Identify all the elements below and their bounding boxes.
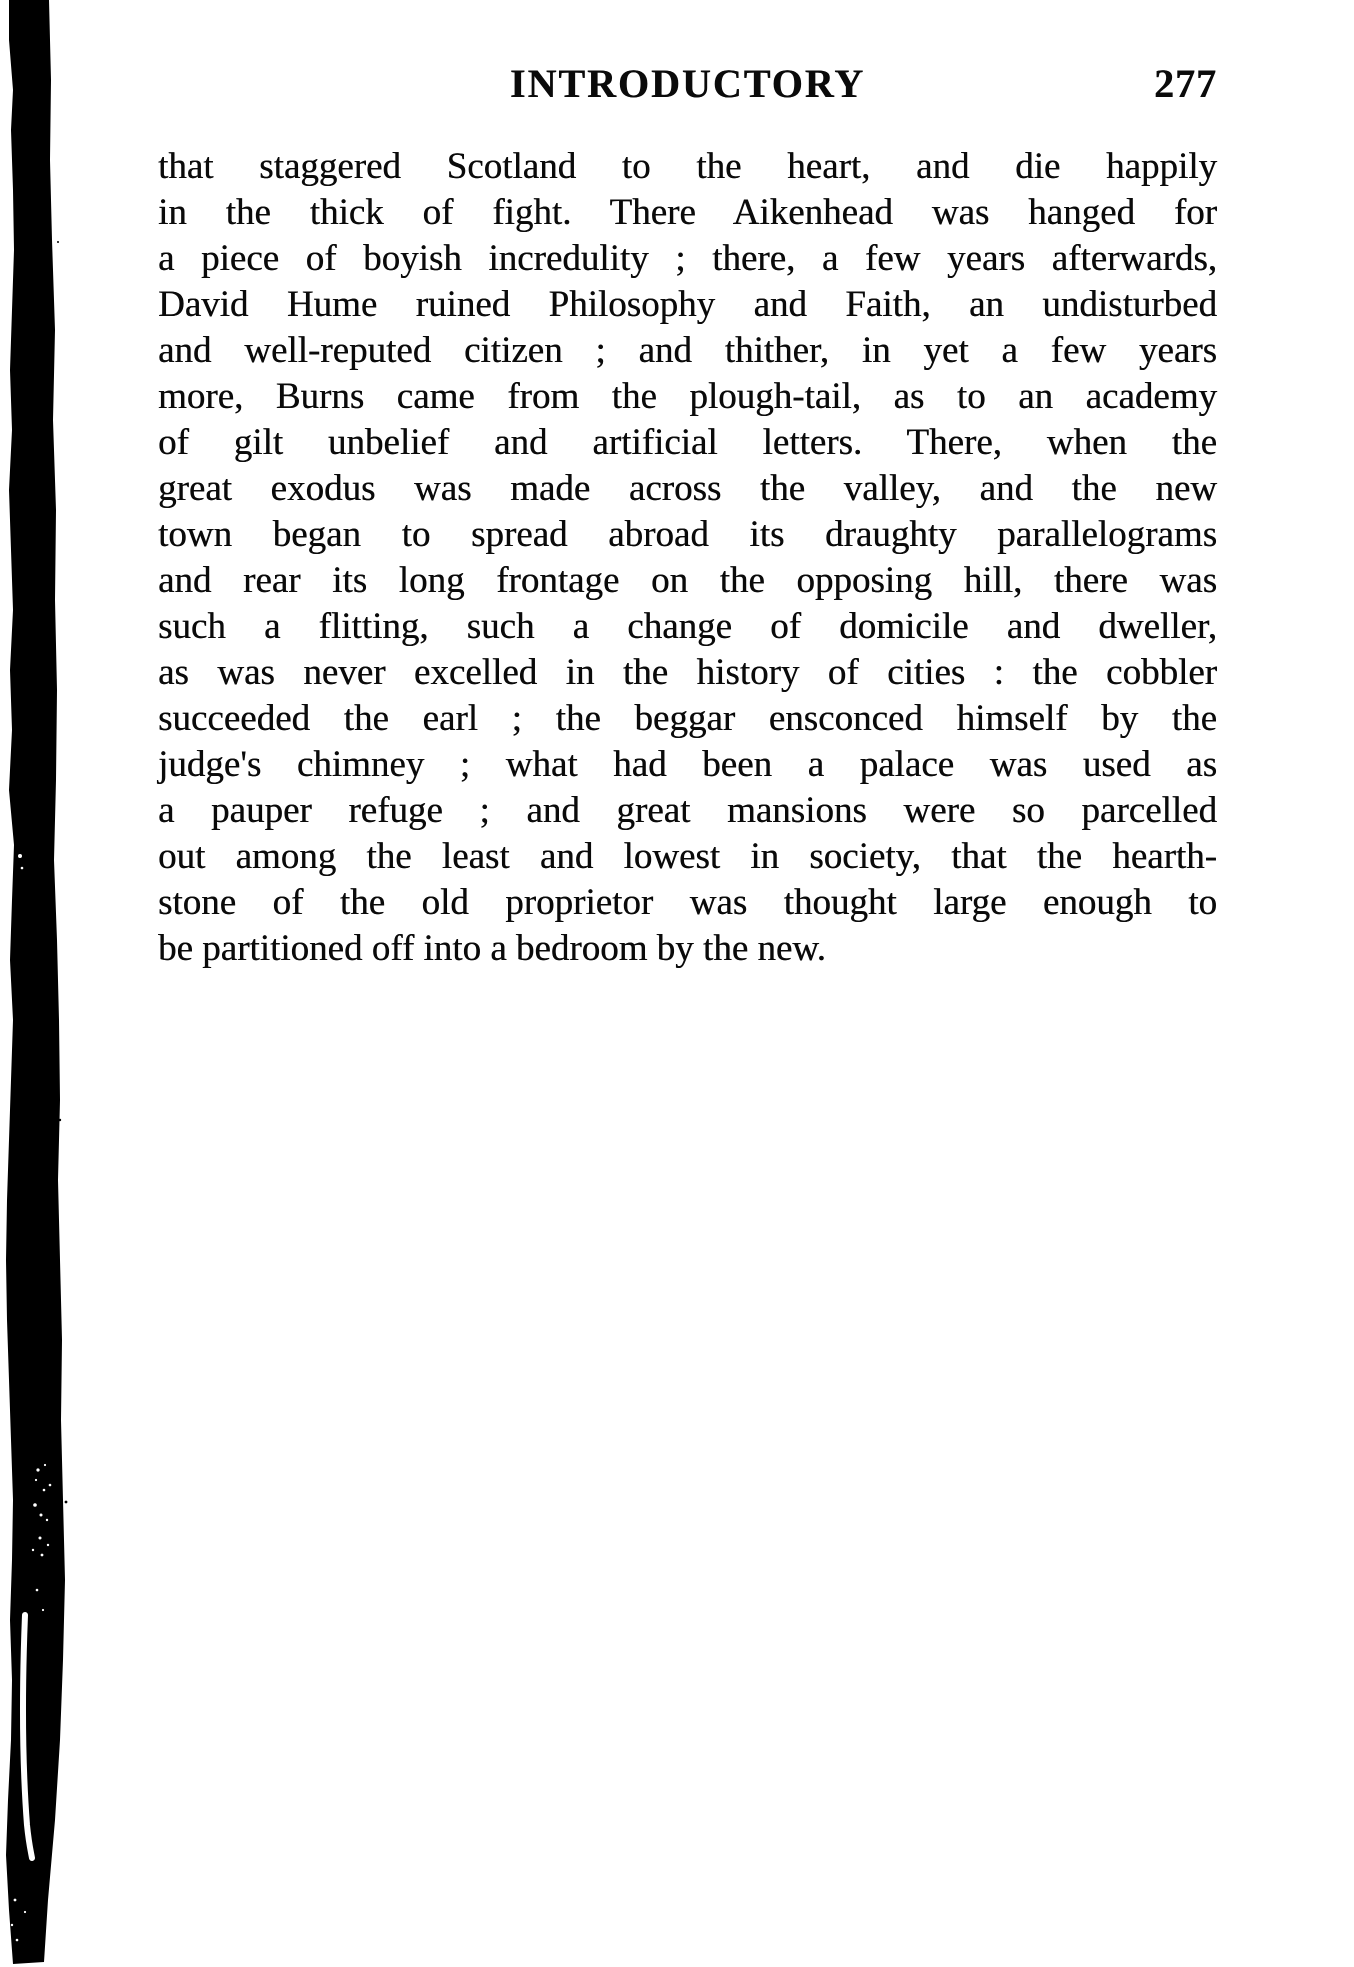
binding-shadow-band bbox=[0, 0, 80, 1967]
body-text bbox=[158, 144, 1217, 972]
text-line-6: more, Burns came from the plough-tail, as to an academy bbox=[158, 376, 1217, 417]
text-line-9: town began to spread abroad its draughty parallelograms bbox=[158, 514, 1217, 555]
text-line-16: out among the least and lowest in society, that the hearth- bbox=[158, 836, 1217, 877]
page-number: 277 bbox=[1154, 61, 1217, 106]
text-line-13: succeeded the earl ; the beggar ensconced himself by the bbox=[158, 698, 1217, 739]
text-line-18: be partitioned off into a bedroom by the new. bbox=[158, 928, 826, 969]
text-line-3: a piece of boyish incredulity ; there, a few years afterwards, bbox=[158, 238, 1217, 279]
running-header-title: INTRODUCTORY bbox=[509, 61, 866, 106]
page-header bbox=[158, 58, 1217, 110]
text-line-14: judge's chimney ; what had been a palace was used as bbox=[158, 744, 1217, 785]
text-line-1: that staggered Scotland to the heart, and die happily bbox=[158, 146, 1217, 187]
text-line-15: a pauper refuge ; and great mansions were so parcelled bbox=[158, 790, 1217, 831]
text-line-4: David Hume ruined Philosophy and Faith, an undisturbed bbox=[158, 284, 1217, 325]
text-line-10: and rear its long frontage on the opposing hill, there was bbox=[158, 560, 1217, 601]
text-line-7: of gilt unbelief and artificial letters. There, when the bbox=[158, 422, 1217, 463]
text-line-2: in the thick of fight. There Aikenhead was hanged for bbox=[158, 192, 1217, 233]
text-line-8: great exodus was made across the valley, and the new bbox=[158, 468, 1217, 509]
text-line-17: stone of the old proprietor was thought large enough to bbox=[158, 882, 1217, 923]
text-line-12: as was never excelled in the history of cities : the cobbler bbox=[158, 652, 1217, 693]
text-line-11: such a flitting, such a change of domicile and dweller, bbox=[158, 606, 1217, 647]
text-line-5: and well-reputed citizen ; and thither, in yet a few years bbox=[158, 330, 1217, 371]
